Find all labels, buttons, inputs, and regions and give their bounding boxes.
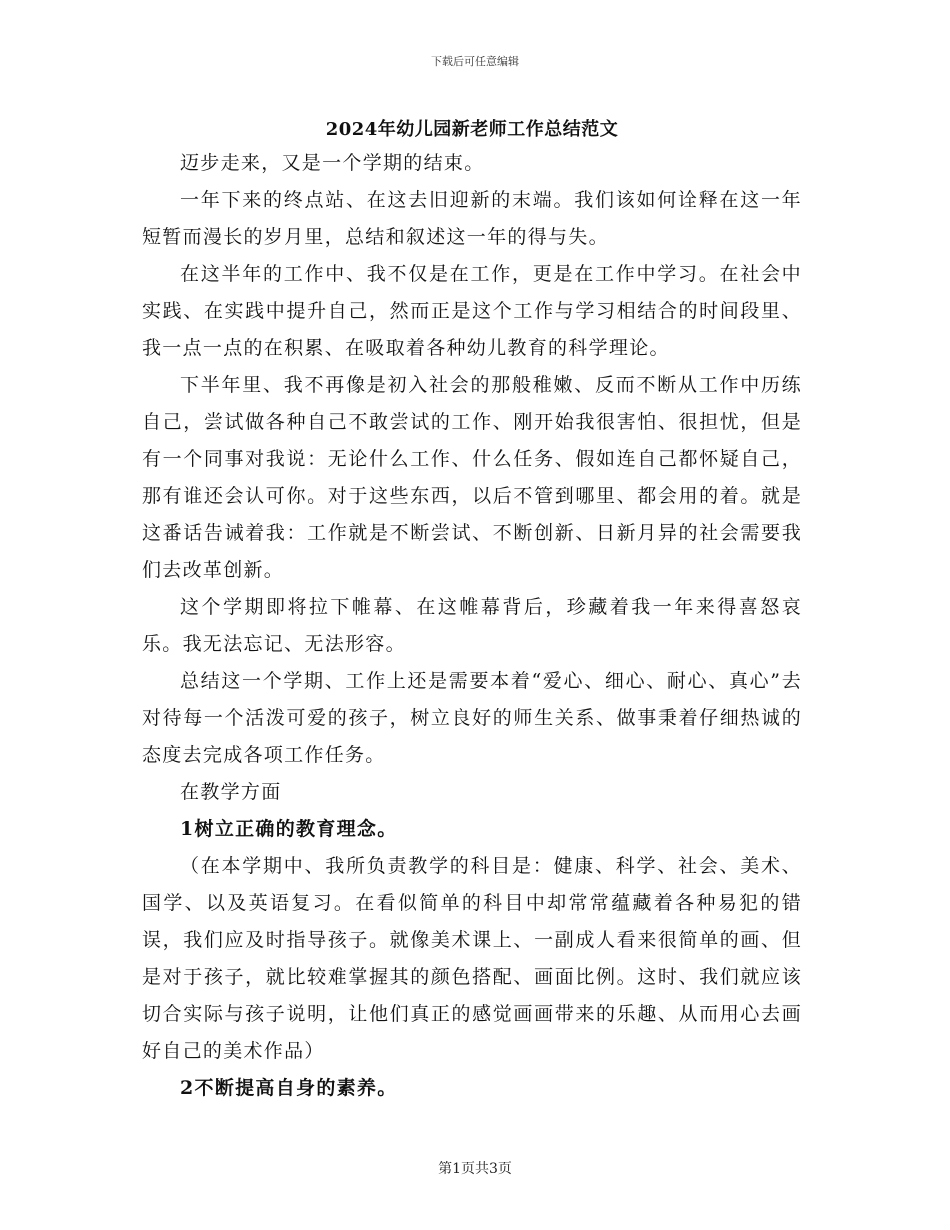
document-title: 2024年幼儿园新老师工作总结范文 — [325, 119, 619, 140]
paragraph: 在这半年的工作中、我不仅是在工作，更是在工作中学习。在社会中实践、在实践中提升自己，然而正是这个工作与学习相结合的时间段里、我一点一点的在积累、在吸取着各种幼儿教育的科学理论。 — [142, 263, 802, 359]
subsection-heading: 1树立正确的教育理念。 — [180, 818, 398, 840]
subsection-heading: 2不断提高自身的素养。 — [180, 1077, 398, 1099]
paragraph: 下半年里、我不再像是初入社会的那般稚嫩、反而不断从工作中历练自己，尝试做各种自己不敢尝试的工作、刚开始我很害怕、很担忧，但是有一个同事对我说：无论什么工作、什么任务、假如连自己都怀疑自己，那有谁还会认可你。对于这些东西，以后不管到哪里、都会用的着。就是这番话告诫着我：工作就是不断尝试、不断创新、日新月异的社会需要我们去改革创新。 — [142, 374, 802, 581]
document-body — [142, 116, 802, 1107]
paragraph: 一年下来的终点站、在这去旧迎新的末端。我们该如何诠释在这一年短暂而漫长的岁月里，总结和叙述这一年的得与失。 — [142, 189, 802, 248]
paragraph: 这个学期即将拉下帷幕、在这帷幕背后，珍藏着我一年来得喜怒哀乐。我无法忘记、无法形容。 — [142, 596, 802, 655]
page-header-note: 下载后可任意编辑 — [431, 55, 519, 68]
paragraph: 总结这一个学期、工作上还是需要本着“爱心、细心、耐心、真心”去对待每一个活泼可爱的孩子，树立良好的师生关系、做事秉着仔细热诚的态度去完成各项工作任务。 — [142, 670, 802, 766]
paragraph: 迈步走来，又是一个学期的结束。 — [180, 152, 485, 174]
section-heading: 在教学方面 — [180, 781, 282, 803]
paragraph: （在本学期中、我所负责教学的科目是：健康、科学、社会、美术、国学、以及英语复习。在看似简单的科目中却常常蕴藏着各种易犯的错误，我们应及时指导孩子。就像美术课上、一副成人看来很简单的画、但是对于孩子，就比较难掌握其的颜色搭配、画面比例。这时、我们就应该切合实际与孩子说明，让他们真正的感觉画画带来的乐趣、从而用心去画好自己的美术作品） — [142, 855, 802, 1062]
page-footer-number: 第1页共3页 — [438, 1161, 512, 1177]
